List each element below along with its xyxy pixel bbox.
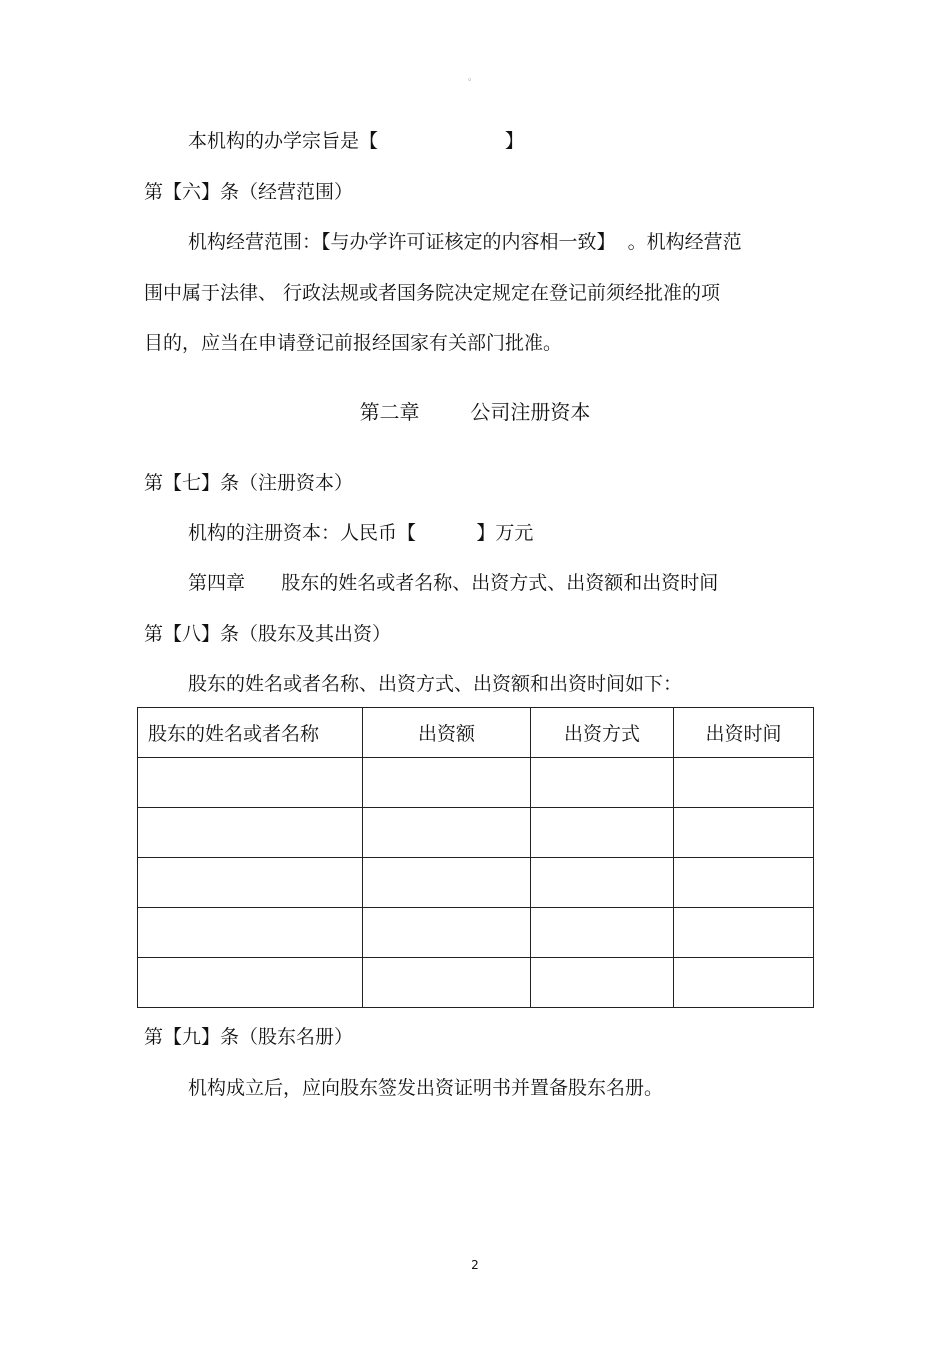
table-cell — [363, 858, 531, 908]
table-cell — [531, 908, 674, 958]
table-row — [138, 808, 814, 858]
article-9-title: 第【九】条（股东名册） — [144, 1026, 354, 1048]
table-cell — [138, 808, 363, 858]
article-7-title: 第【七】条（注册资本） — [144, 472, 354, 494]
table-row — [138, 958, 814, 1008]
table-cell — [674, 858, 814, 908]
registered-capital-clause: 机构的注册资本：人民币【 】万元 — [188, 522, 534, 544]
table-cell — [531, 758, 674, 808]
header-mark: 。 — [468, 73, 478, 83]
table-cell — [363, 758, 531, 808]
header-contribution-method: 出资方式 — [531, 708, 674, 758]
table-cell — [138, 908, 363, 958]
article-8-title: 第【八】条（股东及其出资） — [144, 623, 392, 645]
chapter-2-title: 第二章 公司注册资本 — [359, 400, 591, 424]
page-number: 2 — [471, 1258, 479, 1272]
header-contribution-amount: 出资额 — [363, 708, 531, 758]
table-cell — [138, 758, 363, 808]
scope-line-1: 机构经营范围：【与办学许可证核定的内容相一致】 。机构经营范 — [188, 231, 742, 253]
table-cell — [674, 908, 814, 958]
scope-line-3: 目的，应当在申请登记前报经国家有关部门批准。 — [144, 332, 563, 354]
table-cell — [138, 958, 363, 1008]
header-contribution-time: 出资时间 — [674, 708, 814, 758]
table-cell — [674, 758, 814, 808]
chapter-4-title: 第四章 股东的姓名或者名称、出资方式、出资额和出资时间 — [188, 572, 719, 594]
article-6-title: 第【六】条（经营范围） — [144, 181, 354, 203]
scope-line-2: 围中属于法律、 行政法规或者国务院决定规定在登记前须经批准的项 — [144, 282, 721, 304]
table-intro: 股东的姓名或者名称、出资方式、出资额和出资时间如下： — [188, 673, 683, 695]
shareholder-register-clause: 机构成立后，应向股东签发出资证明书并置备股东名册。 — [188, 1077, 664, 1099]
table-row — [138, 908, 814, 958]
shareholder-table — [137, 707, 814, 1008]
table-cell — [363, 808, 531, 858]
table-cell — [138, 858, 363, 908]
table-header-row — [138, 708, 814, 758]
table-cell — [363, 958, 531, 1008]
purpose-clause: 本机构的办学宗旨是【 】 — [188, 130, 524, 152]
table-row — [138, 758, 814, 808]
table-cell — [674, 958, 814, 1008]
table-cell — [531, 858, 674, 908]
header-shareholder-name: 股东的姓名或者名称 — [138, 708, 363, 758]
table-cell — [363, 908, 531, 958]
table-cell — [531, 958, 674, 1008]
table-cell — [674, 808, 814, 858]
table-cell — [531, 808, 674, 858]
table-row — [138, 858, 814, 908]
